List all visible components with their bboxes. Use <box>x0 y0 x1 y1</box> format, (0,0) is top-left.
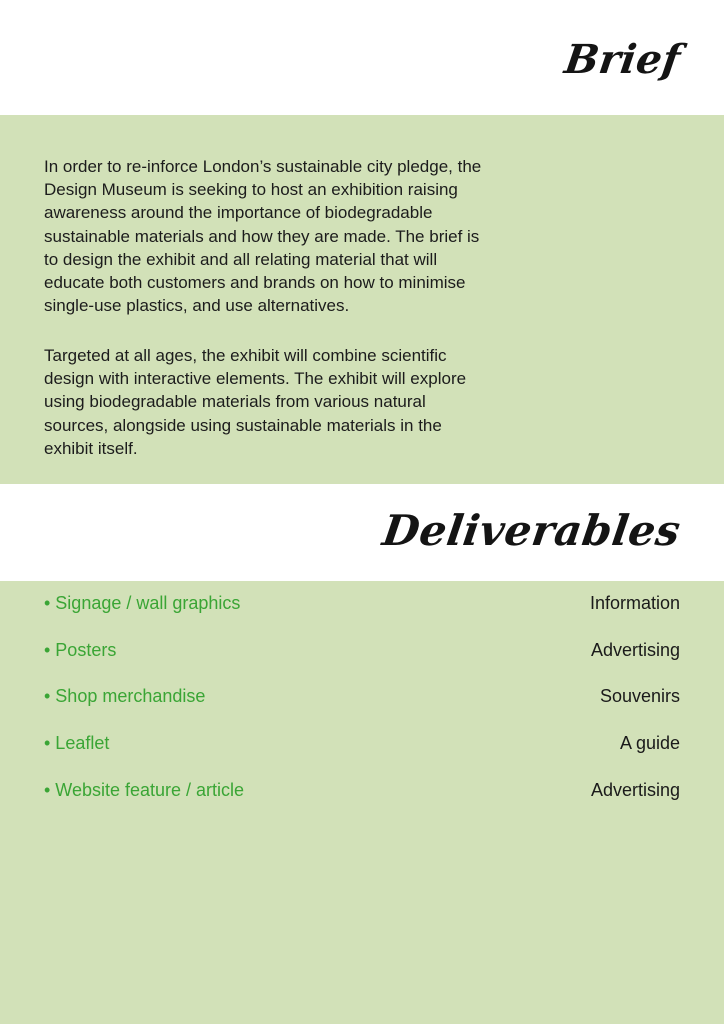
deliverable-purpose: Information <box>589 593 680 613</box>
deliverable-purpose: Advertising <box>590 639 680 660</box>
brief-heading: Brief <box>561 36 684 83</box>
deliverables-heading: Deliverables <box>379 506 684 555</box>
brief-paragraph-2: Targeted at all ages, the exhibit will combine scientific design with interactive elements. The exhibit will explore using biodegradable materials from various natural sources, alongside using sustainable materials in the exhibit itself. <box>44 346 467 458</box>
deliverable-row-website-feature <box>44 777 680 824</box>
deliverable-row-leaflet <box>44 730 680 777</box>
deliverable-item: • Leaflet <box>44 733 110 754</box>
deliverable-row-signage <box>44 590 680 637</box>
deliverable-item: • Signage / wall graphics <box>44 593 241 613</box>
deliverable-row-shop-merchandise <box>44 683 680 730</box>
deliverable-purpose: A guide <box>619 733 680 754</box>
deliverable-item: • Website feature / article <box>44 779 245 800</box>
deliverable-purpose: Advertising <box>590 779 680 800</box>
deliverable-item: • Shop merchandise <box>44 686 206 707</box>
deliverable-item: • Posters <box>44 639 117 660</box>
deliverables-list <box>44 590 680 823</box>
deliverable-purpose: Souvenirs <box>599 686 680 707</box>
deliverable-row-posters <box>44 637 680 684</box>
brief-paragraph-1: In order to re-inforce London’s sustainable city pledge, the Design Museum is seeking to host an exhibition raising awareness around the importance of biodegradable sustainable materials and how they are made. The brief is to design the exhibit and all relating material that will educate both customers and brands on how to minimise single-use plastics, and use alternatives. <box>44 157 482 316</box>
